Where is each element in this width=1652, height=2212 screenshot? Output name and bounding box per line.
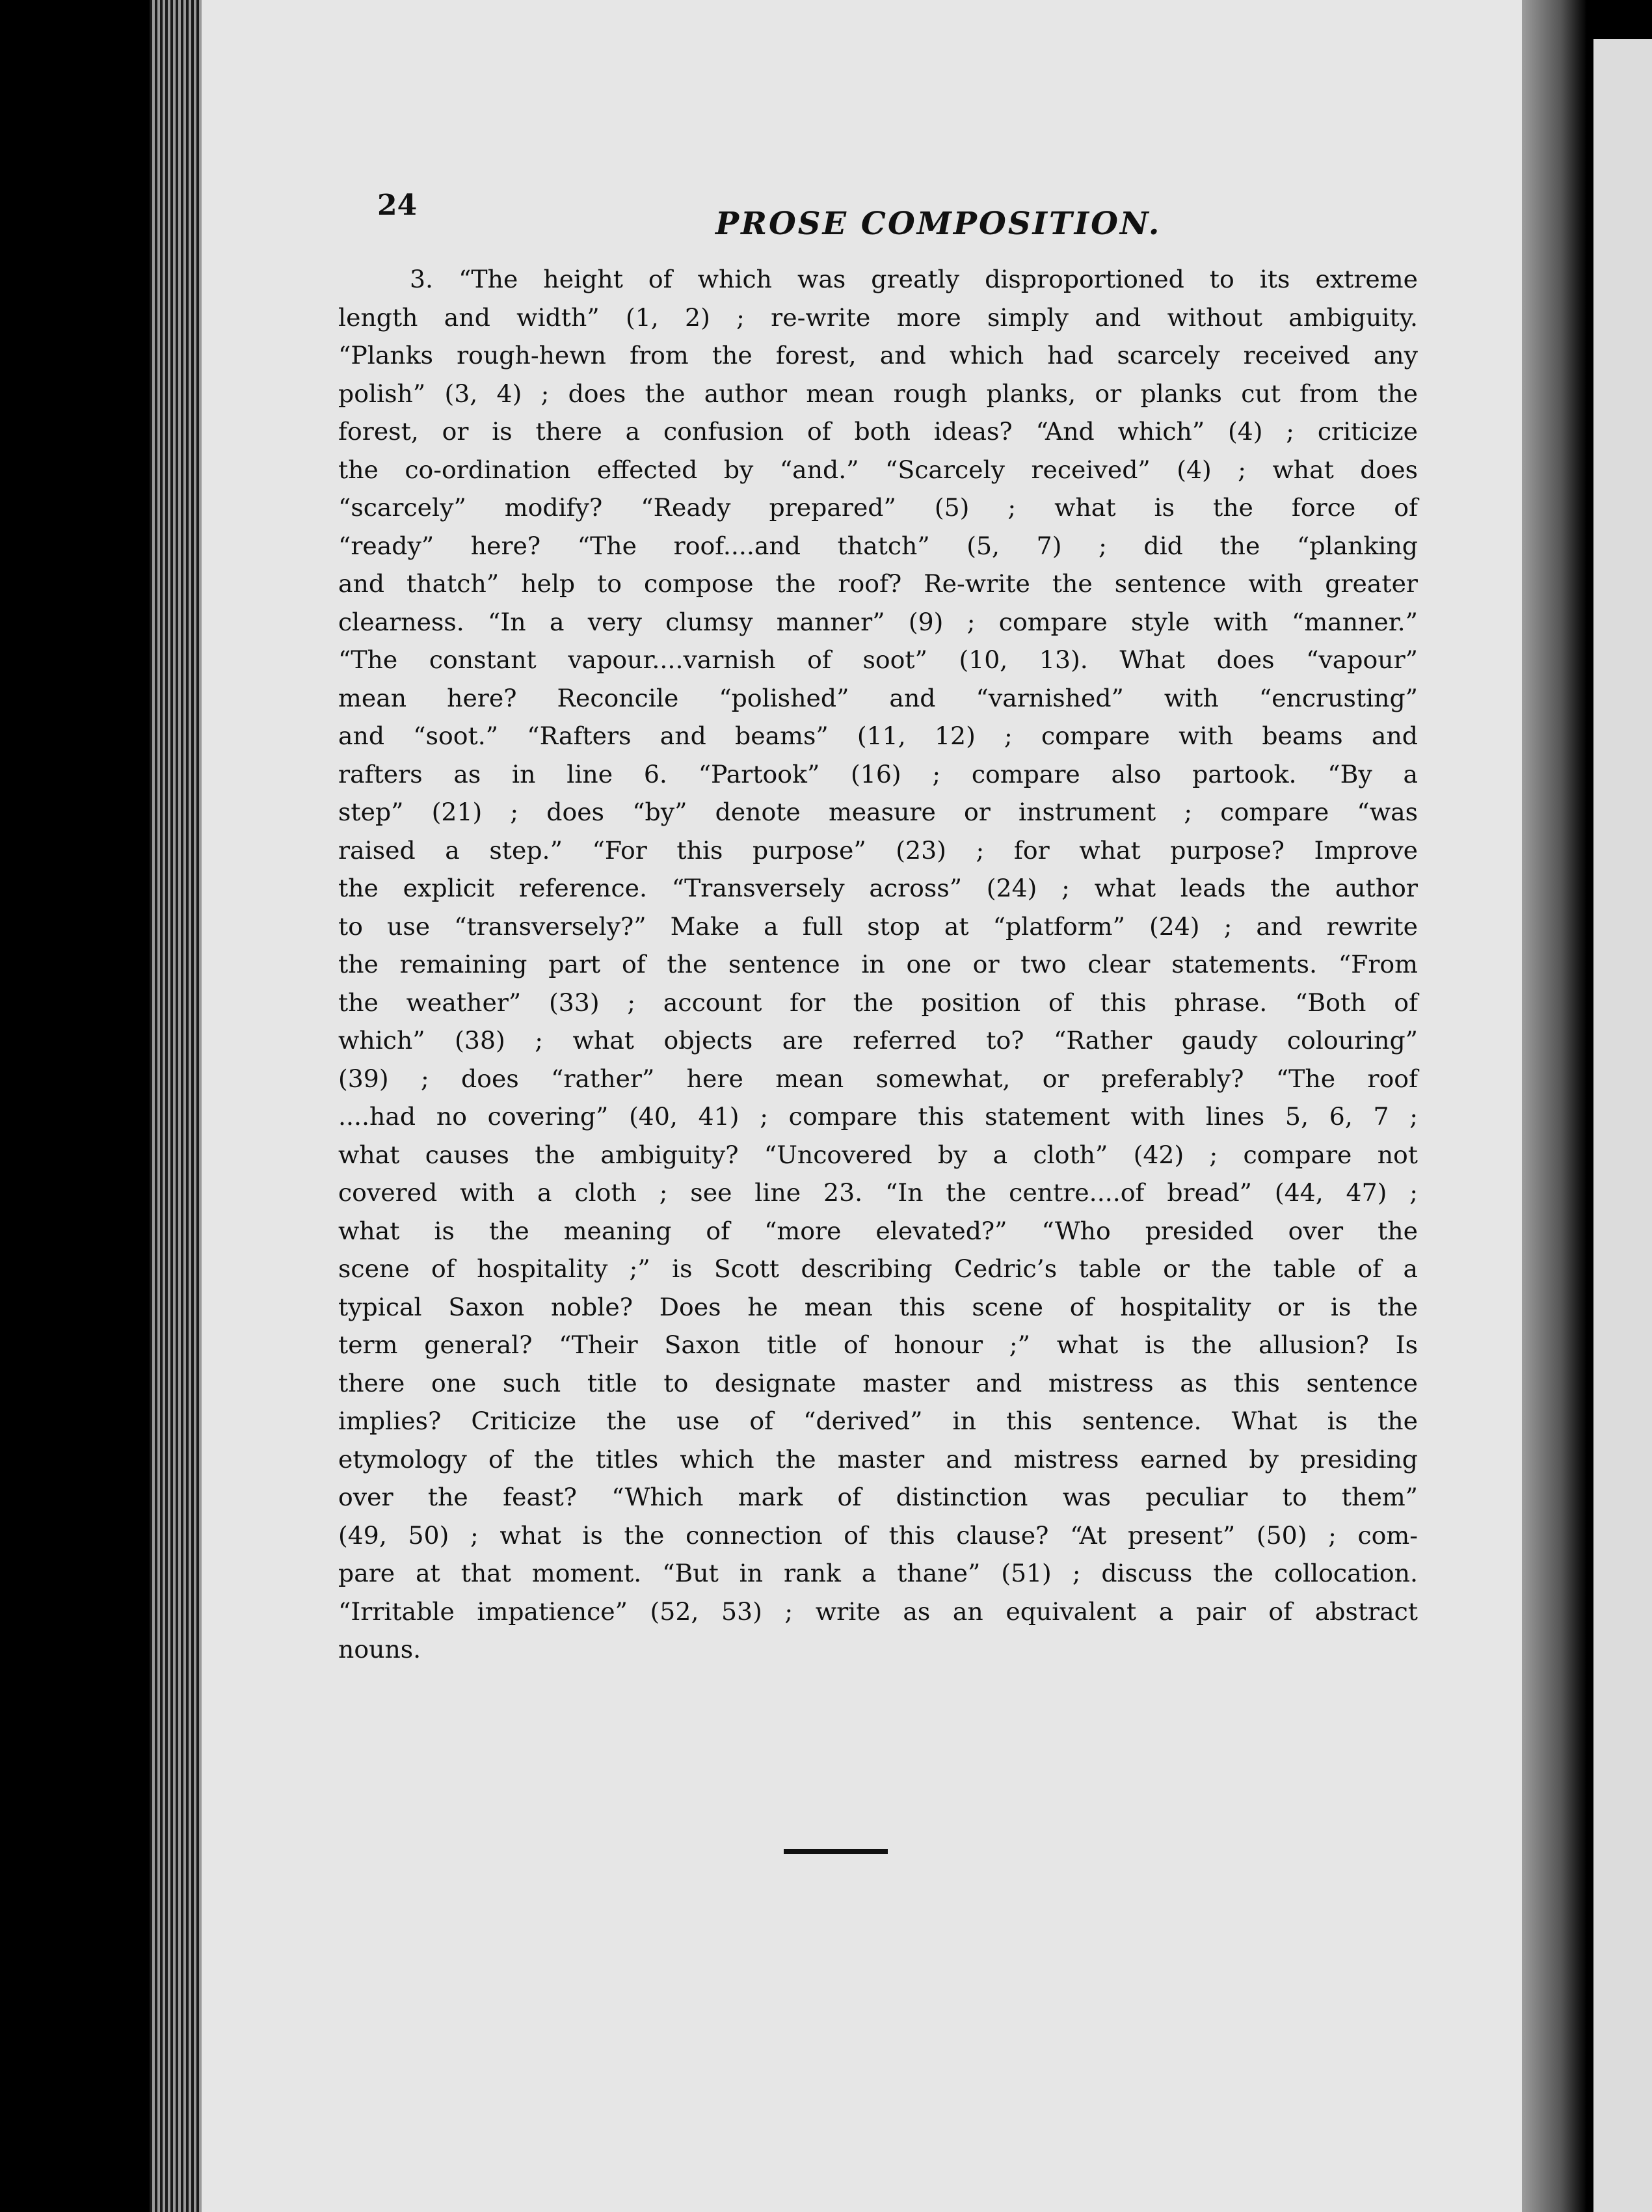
text-line: “The constant vapour....varnish of soot” (10, 13). What does “vapour” <box>338 645 1418 674</box>
text-line: over the feast? “Which mark of distinction was peculiar to them” <box>338 1483 1418 1511</box>
text-line: which” (38) ; what objects are referred to? “Rather gaudy colouring” <box>338 1026 1418 1055</box>
text-line: and “soot.” “Rafters and beams” (11, 12) ; compare with beams and <box>338 722 1418 750</box>
text-line: what causes the ambiguity? “Uncovered by a cloth” (42) ; compare not <box>338 1140 1418 1169</box>
page-fold-shadow <box>1522 0 1587 2212</box>
text-line: mean here? Reconcile “polished” and “varnished” with “encrusting” <box>338 683 1418 712</box>
text-line: “Planks rough-hewn from the forest, and which had scarcely received any <box>338 341 1418 370</box>
body-paragraph <box>338 260 1418 1669</box>
text-line: 3. “The height of which was greatly disproportioned to its extreme <box>410 265 1418 293</box>
text-line: (39) ; does “rather” here mean somewhat, or preferably? “The roof <box>338 1064 1418 1093</box>
text-line: etymology of the titles which the master and mistress earned by presiding <box>338 1444 1418 1474</box>
text-line: rafters as in line 6. “Partook” (16) ; compare also partook. “By a <box>338 759 1418 789</box>
text-line: and thatch” help to compose the roof? Re-write the sentence with greater <box>338 569 1418 598</box>
page-number: 24 <box>377 189 418 222</box>
page-binding-edge <box>150 0 202 2212</box>
text-line: implies? Criticize the use of “derived” in this sentence. What is the <box>338 1407 1418 1435</box>
text-line: nouns. <box>338 1635 421 1664</box>
text-line: covered with a cloth ; see line 23. “In the centre....of bread” (44, 47) ; <box>338 1178 1418 1207</box>
section-end-rule <box>784 1849 888 1854</box>
text-line: “ready” here? “The roof....and thatch” (5, 7) ; did the “planking <box>338 531 1418 560</box>
text-line: raised a step.” “For this purpose” (23) ; for what purpose? Improve <box>338 835 1418 865</box>
text-line: the co-ordination effected by “and.” “Scarcely received” (4) ; what does <box>338 455 1418 484</box>
text-line: pare at that moment. “But in rank a thane” (51) ; discuss the collocation. <box>338 1559 1418 1587</box>
facing-page-edge <box>1593 39 1652 2212</box>
text-line: polish” (3, 4) ; does the author mean rough planks, or planks cut from the <box>338 379 1418 408</box>
text-line: forest, or is there a confusion of both ideas? “And which” (4) ; criticize <box>338 417 1418 446</box>
text-line: the weather” (33) ; account for the position of this phrase. “Both of <box>338 988 1418 1017</box>
text-line: there one such title to designate master and mistress as this sentence <box>338 1368 1418 1397</box>
text-line: to use “transversely?” Make a full stop at “platform” (24) ; and rewrite <box>338 911 1418 941</box>
text-line: length and width” (1, 2) ; re-write more simply and without ambiguity. <box>338 303 1418 332</box>
text-line: scene of hospitality ;” is Scott describing Cedric’s table or the table of a <box>338 1254 1418 1283</box>
text-line: step” (21) ; does “by” denote measure or instrument ; compare “was <box>338 798 1418 826</box>
running-head: PROSE COMPOSITION. <box>715 206 1162 242</box>
text-line: (49, 50) ; what is the connection of this clause? “At present” (50) ; com- <box>338 1520 1418 1550</box>
text-line: “Irritable impatience” (52, 53) ; write as an equivalent a pair of abstract <box>338 1597 1418 1626</box>
text-line: ....had no covering” (40, 41) ; compare this statement with lines 5, 6, 7 ; <box>338 1102 1418 1131</box>
text-line: what is the meaning of “more elevated?” “Who presided over the <box>338 1216 1418 1245</box>
text-line: clearness. “In a very clumsy manner” (9) ; compare style with “manner.” <box>338 607 1418 636</box>
text-line: the explicit reference. “Transversely across” (24) ; what leads the author <box>338 874 1418 902</box>
text-line: “scarcely” modify? “Ready prepared” (5) ; what is the force of <box>338 493 1418 522</box>
text-line: typical Saxon noble? Does he mean this scene of hospitality or is the <box>338 1292 1418 1321</box>
text-line: term general? “Their Saxon title of honour ;” what is the allusion? Is <box>338 1330 1418 1359</box>
page-header <box>377 182 1392 241</box>
text-line: the remaining part of the sentence in one or two clear statements. “From <box>338 950 1418 978</box>
